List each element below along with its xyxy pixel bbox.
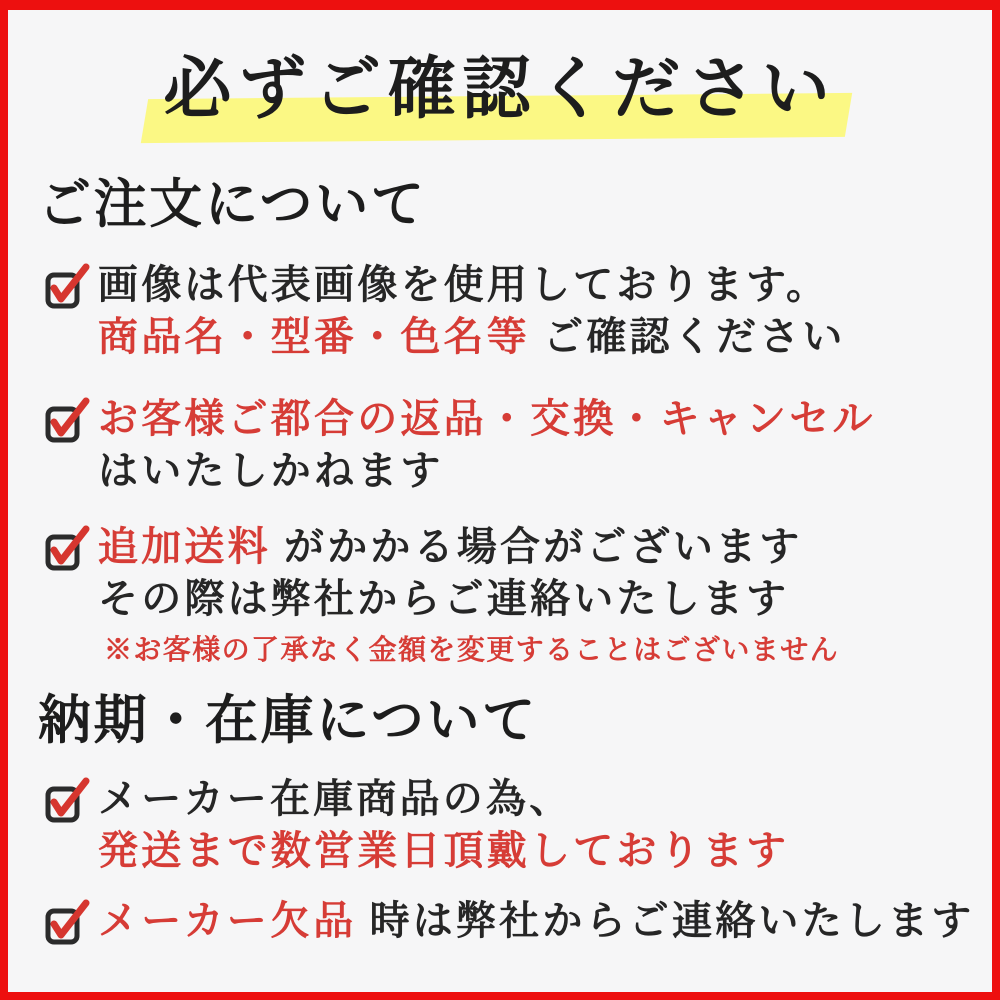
item-text	[98, 393, 876, 497]
text-line	[98, 311, 846, 363]
text-segment-red: 発送まで数営業日頂戴しております	[98, 828, 790, 874]
checked-checkbox-icon	[44, 897, 90, 947]
section-heading-stock: 納期・在庫について	[38, 691, 538, 750]
text-line	[98, 573, 839, 625]
text-segment: その際は弊社からご連絡いたします	[98, 576, 790, 622]
text-line	[98, 895, 974, 947]
item-text	[98, 895, 974, 947]
price-change-note: ※お客様の了承なく金額を変更することはございません	[104, 635, 840, 667]
item-text	[98, 259, 846, 363]
text-line	[98, 773, 789, 825]
text-line	[98, 825, 789, 877]
text-line	[98, 521, 839, 573]
checked-checkbox-icon	[44, 395, 90, 445]
notice-content	[8, 174, 992, 948]
checklist-item-returns	[38, 393, 968, 497]
item-text	[98, 521, 839, 669]
item-text	[98, 773, 789, 877]
text-segment-red: お客様ご都合の返品・交換・キャンセル	[98, 396, 876, 442]
text-segment: はいたしかねます	[98, 448, 444, 494]
text-segment: ご確認ください	[543, 314, 846, 360]
text-segment: メーカー在庫商品の為、	[98, 776, 573, 822]
text-segment-red: 商品名・型番・色名等	[98, 314, 530, 360]
checked-checkbox-icon	[44, 261, 90, 311]
checklist-item-representative-image	[38, 259, 968, 363]
text-line	[98, 393, 876, 445]
checked-checkbox-icon	[44, 775, 90, 825]
text-segment-red: 追加送料	[98, 524, 271, 570]
text-segment-red: メーカー欠品	[98, 898, 357, 944]
text-line	[98, 445, 876, 497]
text-segment: 画像は代表画像を使用しております。	[98, 262, 830, 308]
checked-checkbox-icon	[44, 523, 90, 573]
section-heading-orders: ご注文について	[38, 175, 427, 234]
text-segment: 時は弊社からご連絡いたします	[369, 898, 975, 944]
page-title	[163, 44, 836, 136]
checklist-item-maker-stock	[38, 773, 968, 877]
title-block	[8, 44, 992, 136]
page-title-text: 必ずご確認ください	[163, 51, 837, 127]
checklist-item-maker-shortage	[38, 895, 975, 947]
text-segment: がかかる場合がございます	[284, 524, 803, 570]
text-line	[98, 259, 846, 311]
checklist-item-extra-shipping	[38, 521, 968, 669]
